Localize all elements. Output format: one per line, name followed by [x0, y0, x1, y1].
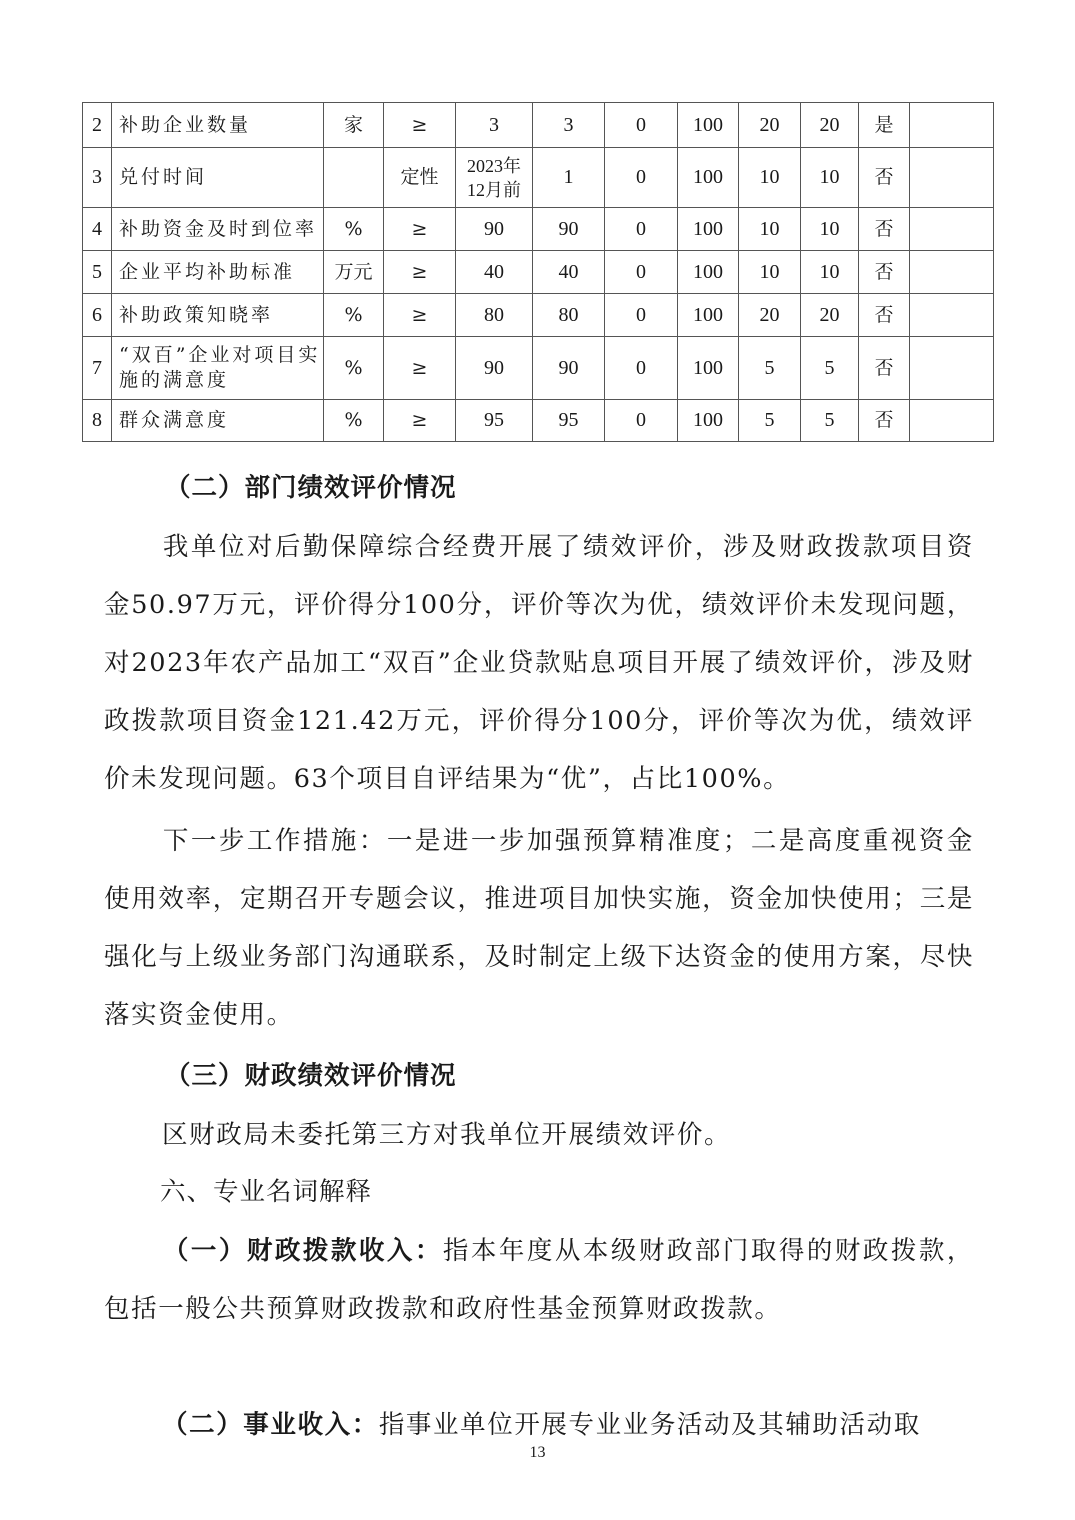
cell-unit: % — [324, 400, 384, 442]
cell-no: 4 — [83, 208, 112, 251]
cell-no: 8 — [83, 400, 112, 442]
cell-deviation: 0 — [605, 400, 678, 442]
cell-actual: 95 — [533, 400, 605, 442]
cell-no: 6 — [83, 294, 112, 337]
cell-op: ≥ — [384, 400, 456, 442]
cell-note — [910, 294, 994, 337]
term-text: 指事业单位开展专业业务活动及其辅助活动取 — [378, 1410, 921, 1440]
cell-weight: 5 — [739, 400, 801, 442]
cell-unit: 家 — [324, 103, 384, 148]
paragraph-fin-eval — [104, 1106, 974, 1164]
cell-flag: 否 — [859, 400, 910, 442]
cell-name: 补助资金及时到位率 — [112, 208, 324, 251]
cell-flag: 否 — [859, 337, 910, 400]
term-label: （二）事业收入： — [162, 1410, 379, 1440]
cell-score: 10 — [801, 148, 859, 208]
cell-no: 3 — [83, 148, 112, 208]
cell-weight: 5 — [739, 337, 801, 400]
cell-no: 5 — [83, 251, 112, 294]
cell-score: 20 — [801, 294, 859, 337]
cell-op: ≥ — [384, 251, 456, 294]
cell-rate: 100 — [678, 103, 739, 148]
cell-rate: 100 — [678, 148, 739, 208]
cell-unit: % — [324, 208, 384, 251]
section-heading-terms: 六、专业名词解释 — [160, 1177, 373, 1207]
paragraph-text: 我单位对后勤保障综合经费开展了绩效评价，涉及财政拨款项目资金50.97万元，评价得分100分，评价等次为优，绩效评价未发现问题，对2023年农产品加工“双百”企业贷款贴息项目开展了绩效评价，涉及财政拨款项目资金121.42万元，评价得分100分，评价等次为优，绩效评价未发现问题。63个项目自评结果为“优”，占比100%。 — [104, 532, 974, 794]
cell-rate: 100 — [678, 337, 739, 400]
cell-deviation: 0 — [605, 294, 678, 337]
cell-note — [910, 148, 994, 208]
cell-op: ≥ — [384, 103, 456, 148]
term-label: （一）财政拨款收入： — [162, 1236, 443, 1266]
cell-no: 7 — [83, 337, 112, 400]
cell-rate: 100 — [678, 294, 739, 337]
cell-note — [910, 400, 994, 442]
cell-deviation: 0 — [605, 103, 678, 148]
cell-flag: 是 — [859, 103, 910, 148]
cell-target: 90 — [456, 208, 533, 251]
cell-name: 企业平均补助标准 — [112, 251, 324, 294]
table-row — [83, 208, 994, 251]
table-row — [83, 251, 994, 294]
cell-score: 5 — [801, 400, 859, 442]
cell-deviation: 0 — [605, 208, 678, 251]
cell-note — [910, 103, 994, 148]
cell-actual: 40 — [533, 251, 605, 294]
cell-actual: 90 — [533, 208, 605, 251]
cell-name: 补助企业数量 — [112, 103, 324, 148]
cell-target: 40 — [456, 251, 533, 294]
cell-actual: 90 — [533, 337, 605, 400]
cell-deviation: 0 — [605, 337, 678, 400]
cell-name: 兑付时间 — [112, 148, 324, 208]
cell-name: 补助政策知晓率 — [112, 294, 324, 337]
cell-score: 10 — [801, 251, 859, 294]
paragraph-text: 下一步工作措施：一是进一步加强预算精准度；二是高度重视资金使用效率，定期召开专题会议，推进项目加快实施，资金加快使用；三是强化与上级业务部门沟通联系，及时制定上级下达资金的使用方案，尽快落实资金使用。 — [104, 826, 974, 1030]
term-text: 指本年度从本级财政部门取得的财政拨款，包括一般公共预算财政拨款和政府性基金预算财政拨款。 — [104, 1236, 974, 1324]
paragraph-next-steps — [104, 812, 974, 1044]
cell-deviation: 0 — [605, 251, 678, 294]
cell-unit: 万元 — [324, 251, 384, 294]
cell-name: 群众满意度 — [112, 400, 324, 442]
cell-flag: 否 — [859, 294, 910, 337]
cell-rate: 100 — [678, 400, 739, 442]
cell-actual: 3 — [533, 103, 605, 148]
page-number: 13 — [529, 1444, 546, 1461]
cell-score: 10 — [801, 208, 859, 251]
cell-target: 2023年12月前 — [456, 148, 533, 208]
cell-weight: 10 — [739, 251, 801, 294]
section-heading-dept-eval: （二）部门绩效评价情况 — [165, 473, 457, 503]
table-row — [83, 294, 994, 337]
cell-weight: 10 — [739, 148, 801, 208]
cell-actual: 80 — [533, 294, 605, 337]
cell-target: 3 — [456, 103, 533, 148]
cell-unit: % — [324, 337, 384, 400]
cell-score: 5 — [801, 337, 859, 400]
term-definition-fiscal-appropriation — [104, 1222, 974, 1338]
paragraph-dept-eval-results — [104, 518, 974, 808]
cell-weight: 10 — [739, 208, 801, 251]
cell-target: 80 — [456, 294, 533, 337]
table-row — [83, 148, 994, 208]
table-row — [83, 400, 994, 442]
cell-score: 20 — [801, 103, 859, 148]
cell-name: “双百”企业对项目实施的满意度 — [112, 337, 324, 400]
cell-rate: 100 — [678, 251, 739, 294]
table-row — [83, 103, 994, 148]
cell-weight: 20 — [739, 103, 801, 148]
section-heading-fin-eval: （三）财政绩效评价情况 — [165, 1061, 457, 1091]
cell-flag: 否 — [859, 251, 910, 294]
cell-note — [910, 208, 994, 251]
cell-flag: 否 — [859, 208, 910, 251]
performance-indicator-table — [82, 102, 994, 442]
cell-weight: 20 — [739, 294, 801, 337]
cell-note — [910, 251, 994, 294]
cell-op: ≥ — [384, 294, 456, 337]
cell-op: ≥ — [384, 337, 456, 400]
cell-op: 定性 — [384, 148, 456, 208]
cell-unit — [324, 148, 384, 208]
cell-deviation: 0 — [605, 148, 678, 208]
cell-target: 90 — [456, 337, 533, 400]
cell-flag: 否 — [859, 148, 910, 208]
cell-note — [910, 337, 994, 400]
cell-actual: 1 — [533, 148, 605, 208]
cell-op: ≥ — [384, 208, 456, 251]
cell-no: 2 — [83, 103, 112, 148]
paragraph-text: 区财政局未委托第三方对我单位开展绩效评价。 — [162, 1120, 732, 1150]
table-row — [83, 337, 994, 400]
cell-rate: 100 — [678, 208, 739, 251]
cell-unit: % — [324, 294, 384, 337]
cell-target: 95 — [456, 400, 533, 442]
